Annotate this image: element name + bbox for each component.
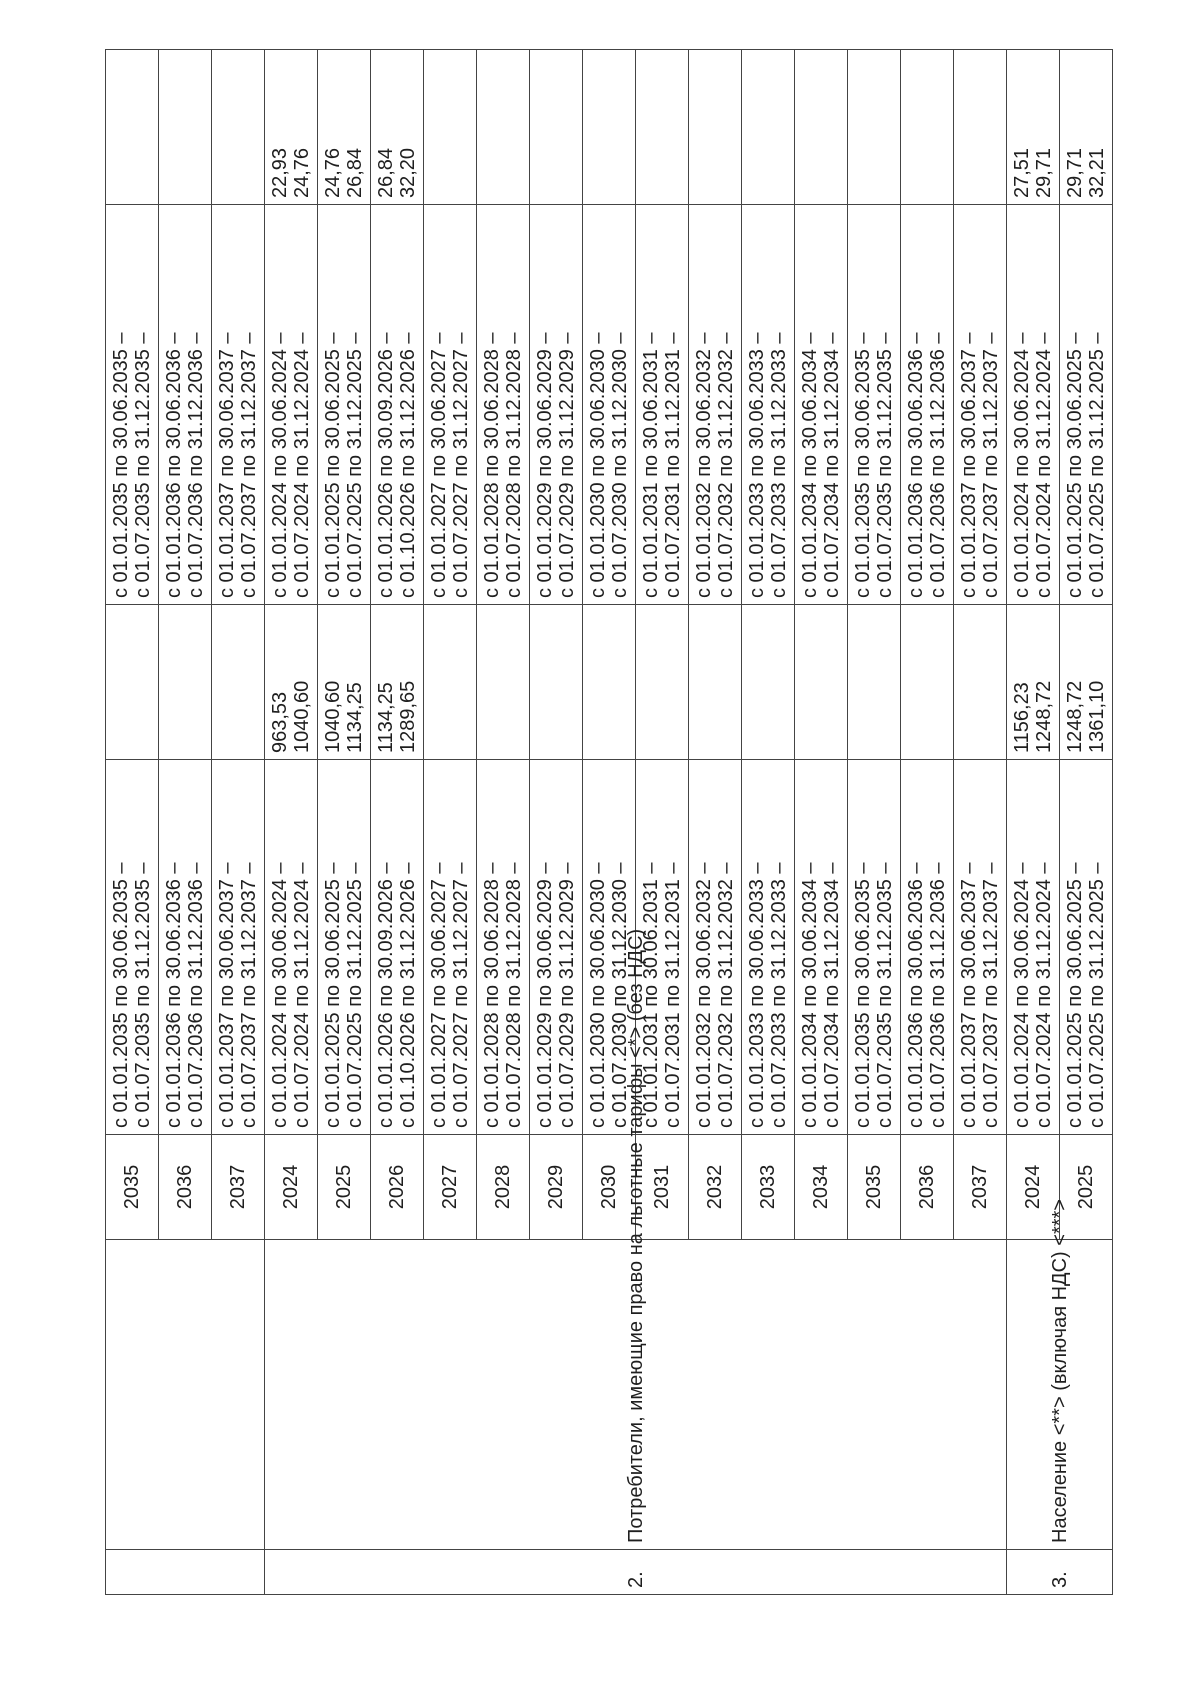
cell-line: 27,51 [1011, 147, 1033, 198]
year-cell: 2033 [742, 1135, 795, 1240]
cell-line: с 01.01.2030 по 30.06.2030 – [587, 332, 609, 598]
cell-line: с 01.01.2024 по 30.06.2024 – [269, 332, 291, 598]
cell-line: с 01.01.2024 по 30.06.2024 – [269, 862, 291, 1128]
cell-line: с 01.07.2032 по 31.12.2032 – [715, 332, 737, 598]
year-cell: 2024 [265, 1135, 318, 1240]
period-cell [159, 205, 212, 605]
cell-line: 1040,60 [291, 680, 313, 753]
value-cell [159, 50, 212, 205]
cell-line: 1040,60 [322, 680, 344, 753]
value-cell [848, 50, 901, 205]
cell-line: с 01.07.2024 по 31.12.2024 – [1033, 332, 1055, 598]
cell-line: с 01.10.2026 по 31.12.2026 – [397, 862, 419, 1128]
period-cell [689, 205, 742, 605]
period-cell [477, 205, 530, 605]
period-cell [901, 205, 954, 605]
cell-line: 1361,10 [1086, 680, 1108, 753]
value-cell [689, 50, 742, 205]
period-cell [212, 205, 265, 605]
cell-line: с 01.07.2025 по 31.12.2025 – [1086, 862, 1108, 1128]
value-cell [1060, 50, 1113, 205]
cell-line: с 01.07.2037 по 31.12.2037 – [238, 332, 260, 598]
cell-line: с 01.01.2025 по 30.06.2025 – [322, 332, 344, 598]
value-cell [583, 605, 636, 760]
cell-line: с 01.01.2026 по 30.09.2026 – [375, 332, 397, 598]
consumer-group [106, 1240, 265, 1550]
value-cell [212, 50, 265, 205]
cell-line: с 01.07.2037 по 31.12.2037 – [980, 332, 1002, 598]
value-cell [795, 50, 848, 205]
cell-line: с 01.07.2025 по 31.12.2025 – [344, 862, 366, 1128]
cell-line: с 01.07.2025 по 31.12.2025 – [344, 332, 366, 598]
value-cell [371, 50, 424, 205]
year-cell: 2034 [795, 1135, 848, 1240]
row-number: 2. [265, 1550, 1007, 1595]
row-number: 3. [1007, 1550, 1113, 1595]
cell-line: с 01.07.2035 по 31.12.2035 – [874, 332, 896, 598]
cell-line: с 01.01.2035 по 30.06.2035 – [852, 332, 874, 598]
cell-line: с 01.07.2024 по 31.12.2024 – [291, 332, 313, 598]
cell-line: 24,76 [291, 147, 313, 198]
cell-line: 26,84 [375, 147, 397, 198]
cell-line: с 01.01.2029 по 30.06.2029 – [534, 332, 556, 598]
period-cell [265, 205, 318, 605]
period-cell [1060, 205, 1113, 605]
year-cell: 2030 [583, 1135, 636, 1240]
cell-line: с 01.10.2026 по 31.12.2026 – [397, 332, 419, 598]
period-cell [583, 760, 636, 1135]
consumer-group: Потребители, имеющие право на льготные тарифы <*> (без НДС) [265, 1240, 1007, 1550]
cell-line: с 01.07.2037 по 31.12.2037 – [238, 862, 260, 1128]
period-cell [901, 760, 954, 1135]
cell-line: с 01.01.2028 по 30.06.2028 – [481, 862, 503, 1128]
value-cell [424, 605, 477, 760]
cell-line: с 01.01.2037 по 30.06.2037 – [958, 862, 980, 1128]
value-cell [954, 605, 1007, 760]
cell-line: 963,53 [269, 691, 291, 753]
cell-line: с 01.01.2037 по 30.06.2037 – [958, 332, 980, 598]
cell-line: 1289,65 [397, 680, 419, 753]
cell-line: с 01.01.2036 по 30.06.2036 – [905, 862, 927, 1128]
period-cell [636, 205, 689, 605]
value-cell [318, 50, 371, 205]
year-cell: 2037 [212, 1135, 265, 1240]
cell-line: с 01.01.2028 по 30.06.2028 – [481, 332, 503, 598]
value-cell [636, 50, 689, 205]
value-cell [1007, 50, 1060, 205]
value-cell [318, 605, 371, 760]
cell-line: с 01.07.2031 по 31.12.2031 – [662, 332, 684, 598]
cell-line: с 01.01.2025 по 30.06.2025 – [1064, 332, 1086, 598]
cell-line: с 01.07.2031 по 31.12.2031 – [662, 862, 684, 1128]
year-cell: 2035 [106, 1135, 159, 1240]
value-cell [901, 50, 954, 205]
cell-line: с 01.01.2029 по 30.06.2029 – [534, 862, 556, 1128]
period-cell [742, 205, 795, 605]
period-cell [848, 205, 901, 605]
period-cell [1007, 205, 1060, 605]
cell-line: с 01.07.2024 по 31.12.2024 – [1033, 862, 1055, 1128]
cell-line: с 01.07.2033 по 31.12.2033 – [768, 332, 790, 598]
table-row [265, 50, 318, 1595]
cell-line: с 01.01.2035 по 30.06.2035 – [852, 862, 874, 1128]
cell-line: с 01.07.2027 по 31.12.2027 – [450, 332, 472, 598]
value-cell [159, 605, 212, 760]
period-cell [954, 760, 1007, 1135]
cell-line: с 01.01.2036 по 30.06.2036 – [163, 862, 185, 1128]
cell-line: с 01.01.2032 по 30.06.2032 – [693, 862, 715, 1128]
cell-line: с 01.07.2024 по 31.12.2024 – [291, 862, 313, 1128]
period-cell [212, 760, 265, 1135]
period-cell [477, 760, 530, 1135]
value-cell [742, 50, 795, 205]
cell-line: с 01.01.2032 по 30.06.2032 – [693, 332, 715, 598]
consumer-group: Население <**> (включая НДС) <***> [1007, 1240, 1113, 1550]
cell-line: с 01.01.2033 по 30.06.2033 – [746, 862, 768, 1128]
cell-line: с 01.01.2036 по 30.06.2036 – [163, 332, 185, 598]
cell-line: с 01.07.2036 по 31.12.2036 – [185, 332, 207, 598]
period-cell [424, 205, 477, 605]
rotated-page [105, 50, 1108, 1595]
value-cell [477, 605, 530, 760]
period-cell [106, 205, 159, 605]
cell-line: с 01.01.2037 по 30.06.2037 – [216, 862, 238, 1128]
cell-line: с 01.07.2037 по 31.12.2037 – [980, 862, 1002, 1128]
year-cell: 2029 [530, 1135, 583, 1240]
value-cell [901, 605, 954, 760]
value-cell [106, 50, 159, 205]
row-number [106, 1550, 265, 1595]
cell-line: с 01.07.2028 по 31.12.2028 – [503, 862, 525, 1128]
period-cell [371, 205, 424, 605]
cell-line: с 01.07.2029 по 31.12.2029 – [556, 862, 578, 1128]
cell-line: с 01.07.2036 по 31.12.2036 – [185, 862, 207, 1128]
value-cell [265, 50, 318, 205]
period-cell [795, 760, 848, 1135]
cell-line: с 01.01.2034 по 30.06.2034 – [799, 862, 821, 1128]
cell-line: с 01.07.2036 по 31.12.2036 – [927, 332, 949, 598]
cell-line: 32,20 [397, 147, 419, 198]
year-cell: 2026 [371, 1135, 424, 1240]
value-cell [530, 50, 583, 205]
cell-line: с 01.01.2027 по 30.06.2027 – [428, 862, 450, 1128]
cell-line: с 01.01.2036 по 30.06.2036 – [905, 332, 927, 598]
cell-line: с 01.07.2035 по 31.12.2035 – [132, 862, 154, 1128]
period-cell [265, 760, 318, 1135]
cell-line: с 01.07.2035 по 31.12.2035 – [874, 862, 896, 1128]
value-cell [848, 605, 901, 760]
cell-line: с 01.01.2025 по 30.06.2025 – [322, 862, 344, 1128]
period-cell [530, 760, 583, 1135]
cell-line: с 01.01.2031 по 30.06.2031 – [640, 862, 662, 1128]
cell-line: с 01.07.2033 по 31.12.2033 – [768, 862, 790, 1128]
period-cell [795, 205, 848, 605]
cell-line: 1248,72 [1064, 680, 1086, 753]
cell-line: с 01.01.2034 по 30.06.2034 – [799, 332, 821, 598]
cell-line: с 01.01.2026 по 30.09.2026 – [375, 862, 397, 1128]
cell-line: с 01.07.2028 по 31.12.2028 – [503, 332, 525, 598]
table-row [1007, 50, 1060, 1595]
cell-line: с 01.07.2030 по 31.12.2030 – [609, 862, 631, 1128]
period-cell [371, 760, 424, 1135]
cell-line: с 01.01.2027 по 30.06.2027 – [428, 332, 450, 598]
tariff-table-body [106, 50, 1113, 1595]
year-cell: 2025 [1060, 1135, 1113, 1240]
cell-line: с 01.01.2035 по 30.06.2035 – [110, 332, 132, 598]
cell-line: с 01.07.2035 по 31.12.2035 – [132, 332, 154, 598]
cell-line: с 01.07.2027 по 31.12.2027 – [450, 862, 472, 1128]
value-cell [795, 605, 848, 760]
period-cell [583, 205, 636, 605]
cell-line: с 01.07.2034 по 31.12.2034 – [821, 862, 843, 1128]
cell-line: 1248,72 [1033, 680, 1055, 753]
year-cell: 2024 [1007, 1135, 1060, 1240]
year-cell: 2025 [318, 1135, 371, 1240]
period-cell [1060, 760, 1113, 1135]
value-cell [583, 50, 636, 205]
value-cell [530, 605, 583, 760]
value-cell [424, 50, 477, 205]
year-cell: 2036 [901, 1135, 954, 1240]
period-cell [1007, 760, 1060, 1135]
cell-line: с 01.01.2025 по 30.06.2025 – [1064, 862, 1086, 1128]
year-cell: 2027 [424, 1135, 477, 1240]
cell-line: с 01.01.2024 по 30.06.2024 – [1011, 862, 1033, 1128]
value-cell [265, 605, 318, 760]
period-cell [318, 205, 371, 605]
value-cell [1007, 605, 1060, 760]
cell-line: с 01.01.2024 по 30.06.2024 – [1011, 332, 1033, 598]
year-cell: 2032 [689, 1135, 742, 1240]
year-cell: 2035 [848, 1135, 901, 1240]
value-cell [1060, 605, 1113, 760]
cell-line: 26,84 [344, 147, 366, 198]
value-cell [212, 605, 265, 760]
cell-line: с 01.07.2029 по 31.12.2029 – [556, 332, 578, 598]
cell-line: с 01.07.2036 по 31.12.2036 – [927, 862, 949, 1128]
year-cell: 2037 [954, 1135, 1007, 1240]
value-cell [477, 50, 530, 205]
period-cell [848, 760, 901, 1135]
cell-line: 1134,25 [344, 682, 366, 753]
period-cell [689, 760, 742, 1135]
cell-line: с 01.01.2037 по 30.06.2037 – [216, 332, 238, 598]
cell-line: 1156,23 [1011, 682, 1033, 753]
value-cell [689, 605, 742, 760]
period-cell [318, 760, 371, 1135]
cell-line: с 01.01.2031 по 30.06.2031 – [640, 332, 662, 598]
value-cell [954, 50, 1007, 205]
period-cell [954, 205, 1007, 605]
period-cell [636, 760, 689, 1135]
period-cell [106, 760, 159, 1135]
cell-line: с 01.07.2030 по 31.12.2030 – [609, 332, 631, 598]
cell-line: с 01.01.2033 по 30.06.2033 – [746, 332, 768, 598]
tariff-table [105, 49, 1113, 1595]
year-cell: 2036 [159, 1135, 212, 1240]
cell-line: с 01.01.2035 по 30.06.2035 – [110, 862, 132, 1128]
cell-line: 1134,25 [375, 682, 397, 753]
period-cell [742, 760, 795, 1135]
year-cell: 2028 [477, 1135, 530, 1240]
cell-line: с 01.07.2025 по 31.12.2025 – [1086, 332, 1108, 598]
cell-line: с 01.01.2030 по 30.06.2030 – [587, 862, 609, 1128]
value-cell [636, 605, 689, 760]
cell-line: 22,93 [269, 147, 291, 198]
year-cell: 2031 [636, 1135, 689, 1240]
cell-line: с 01.07.2032 по 31.12.2032 – [715, 862, 737, 1128]
value-cell [742, 605, 795, 760]
cell-line: с 01.07.2034 по 31.12.2034 – [821, 332, 843, 598]
value-cell [106, 605, 159, 760]
period-cell [424, 760, 477, 1135]
period-cell [530, 205, 583, 605]
cell-line: 32,21 [1086, 147, 1108, 198]
cell-line: 24,76 [322, 147, 344, 198]
value-cell [371, 605, 424, 760]
cell-line: 29,71 [1064, 147, 1086, 198]
cell-line: 29,71 [1033, 147, 1055, 198]
table-row [106, 50, 159, 1595]
period-cell [159, 760, 212, 1135]
